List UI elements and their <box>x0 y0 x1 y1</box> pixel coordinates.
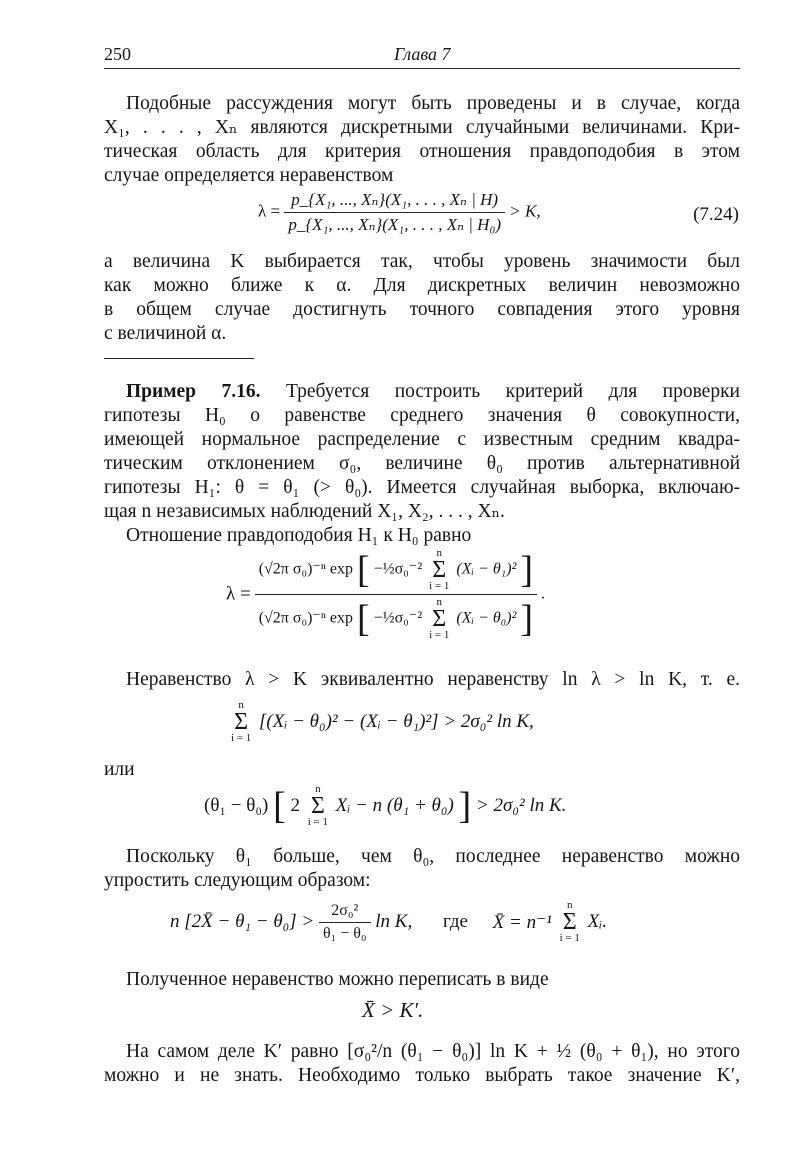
eq-lhs: n [2X̄ − θ₁ − θ₀] > <box>170 911 315 932</box>
text-line: упростить следующим образом: <box>104 870 371 891</box>
text-line: Неравенство λ > K эквивалентно неравенству ln λ > ln K, т. е. <box>126 669 740 690</box>
sum-lower: i = 1 <box>307 816 328 828</box>
text-line: Подобные рассуждения могут быть проведены и в случае, когда <box>126 93 740 114</box>
left-bracket: [ <box>357 598 370 640</box>
eq-denominator: θ₁ − θ₀ <box>323 924 367 942</box>
equation-7-24 <box>258 190 541 235</box>
right-bracket: ] <box>458 785 472 827</box>
sigma-glyph: Σ <box>562 909 577 935</box>
text-line: с величиной α. <box>104 323 227 344</box>
where-word: где <box>442 911 468 932</box>
section-divider <box>104 358 254 359</box>
text-line: Полученное неравенство можно переписать в виде <box>126 969 549 990</box>
text-line: а величина K выбирается так, чтобы уровень значимости был <box>104 251 740 272</box>
sum-lower: i = 1 <box>429 629 450 641</box>
sigma-glyph: Σ <box>432 557 447 583</box>
sum-symbol <box>429 597 449 641</box>
text-line: имеющей нормальное распределение с известным средним квадра- <box>104 429 740 450</box>
text-line: гипотезы H₁: θ = θ₁ (> θ₀). Имеется случайная выборка, включаю- <box>104 477 740 498</box>
eq-xi: Xᵢ. <box>587 911 607 932</box>
eq-numerator: p_{X₁, ..., Xₙ}(X₁, . . . , Xₙ | H) <box>284 190 505 213</box>
example-label: Пример 7.16. <box>126 381 261 402</box>
sum-lower: i = 1 <box>429 580 450 592</box>
ineq-paragraph <box>104 668 740 692</box>
text-line <box>104 380 740 404</box>
text-line: Поскольку θ₁ больше, чем θ₀, последнее неравенство можно <box>126 846 740 867</box>
sum-upper: n <box>238 699 244 711</box>
eq-numerator <box>255 548 537 595</box>
page-number: 250 <box>104 44 131 64</box>
sum-symbol <box>429 548 449 592</box>
text-line: можно и не знать. Необходимо только выбрать такое значение K′, <box>104 1065 740 1086</box>
eq-factor: (√2π σ₀)⁻ⁿ exp <box>258 560 353 578</box>
text-line: X₁, . . . , Xₙ являются дискретными случайными величинами. Кри- <box>104 117 740 138</box>
sum-upper: n <box>436 547 442 559</box>
sigma-glyph: Σ <box>234 709 249 735</box>
eq-coef: −½σ₀⁻² <box>373 609 423 627</box>
example-paragraph <box>104 380 740 548</box>
equation-final: X̄ > K′. <box>362 998 424 1022</box>
left-bracket: [ <box>357 549 370 591</box>
equation-sum-1 <box>228 700 534 744</box>
right-bracket: ] <box>520 549 534 591</box>
eq-fraction <box>319 902 371 943</box>
sum-lower: i = 1 <box>231 732 252 744</box>
or-line <box>104 758 740 782</box>
rewrite-paragraph <box>104 968 740 992</box>
eq-term: (Xᵢ − θ₁)² <box>456 560 517 578</box>
eq-term: (Xᵢ − θ₀)² <box>456 609 517 627</box>
equation-number: (7.24) <box>693 204 739 225</box>
sum-lower: i = 1 <box>559 932 580 944</box>
eq-right: > 2σ₀² ln K. <box>475 795 567 816</box>
eq-body: Xᵢ − n (θ₁ + θ₀) <box>335 795 454 816</box>
sum-symbol <box>560 900 580 944</box>
intro-paragraph <box>104 92 740 188</box>
text-line: Отношение правдоподобия H₁ к H₀ равно <box>126 525 472 546</box>
eq-coef: −½σ₀⁻² <box>373 560 423 578</box>
text-line: гипотезы H₀ о равенстве среднего значения θ совокупности, <box>104 405 740 426</box>
eq-numerator: 2σ₀² <box>319 902 371 923</box>
eq-tail: . <box>541 585 546 603</box>
eq-factor: (√2π σ₀)⁻ⁿ exp <box>258 609 353 627</box>
eq-left: (θ₁ − θ₀) <box>204 795 269 816</box>
sum-upper: n <box>566 899 573 911</box>
closing-paragraph <box>104 1040 740 1088</box>
equation-simplified <box>170 900 607 944</box>
eq-denominator <box>255 595 537 641</box>
example-first-line: Требуется построить критерий для проверки <box>285 381 740 402</box>
text-line: На самом деле K′ равно [σ₀²/n (θ₁ − θ₀)] ln K + ½ (θ₀ + θ₁), но этого <box>126 1041 740 1062</box>
text-line: или <box>104 759 135 780</box>
eq-lhs: λ = <box>226 583 251 605</box>
sum-symbol <box>308 784 328 828</box>
sigma-glyph: Σ <box>310 793 325 819</box>
equation-lambda <box>226 548 545 641</box>
sigma-glyph: Σ <box>432 606 447 632</box>
eq-denominator: p_{X₁, ..., Xₙ}(X₁, . . . , Xₙ | H₀) <box>288 215 502 234</box>
sum-upper: n <box>436 596 442 608</box>
equation-sum-2 <box>204 784 566 828</box>
eq-fraction <box>284 190 505 235</box>
text-line: щая n независимых наблюдений X₁, X₂, . . . , Xₙ. <box>104 501 505 522</box>
eq-body: [(Xᵢ − θ₀)² − (Xᵢ − θ₁)²] > 2σ₀² ln K, <box>259 711 534 732</box>
chapter-title: Глава 7 <box>394 44 451 64</box>
eq-lhs: λ = <box>258 201 281 221</box>
text-line: тическая область для критерия отношения правдоподобия в этом <box>104 141 740 162</box>
eq-rhs: > K, <box>509 201 541 221</box>
since-paragraph <box>104 845 740 893</box>
sum-upper: n <box>315 783 321 795</box>
text-line: случае определяется неравенством <box>104 165 394 186</box>
after-paragraph <box>104 250 740 346</box>
eq-xbar: X̄ = n⁻¹ <box>492 911 552 933</box>
text-line: тическим отклонением σ₀, величине θ₀ против альтернативной <box>104 453 740 474</box>
sum-symbol <box>231 700 251 744</box>
running-header <box>104 44 740 69</box>
eq-after-frac: ln K, <box>375 911 413 932</box>
text-line: как можно ближе к α. Для дискретных величин невозможно <box>104 275 740 296</box>
eq-fraction <box>255 548 537 641</box>
text-line: в общем случае достигнуть точного совпадения этого уровня <box>104 299 740 320</box>
right-bracket: ] <box>520 598 534 640</box>
left-bracket: [ <box>273 785 286 827</box>
eq-two: 2 <box>290 795 300 816</box>
